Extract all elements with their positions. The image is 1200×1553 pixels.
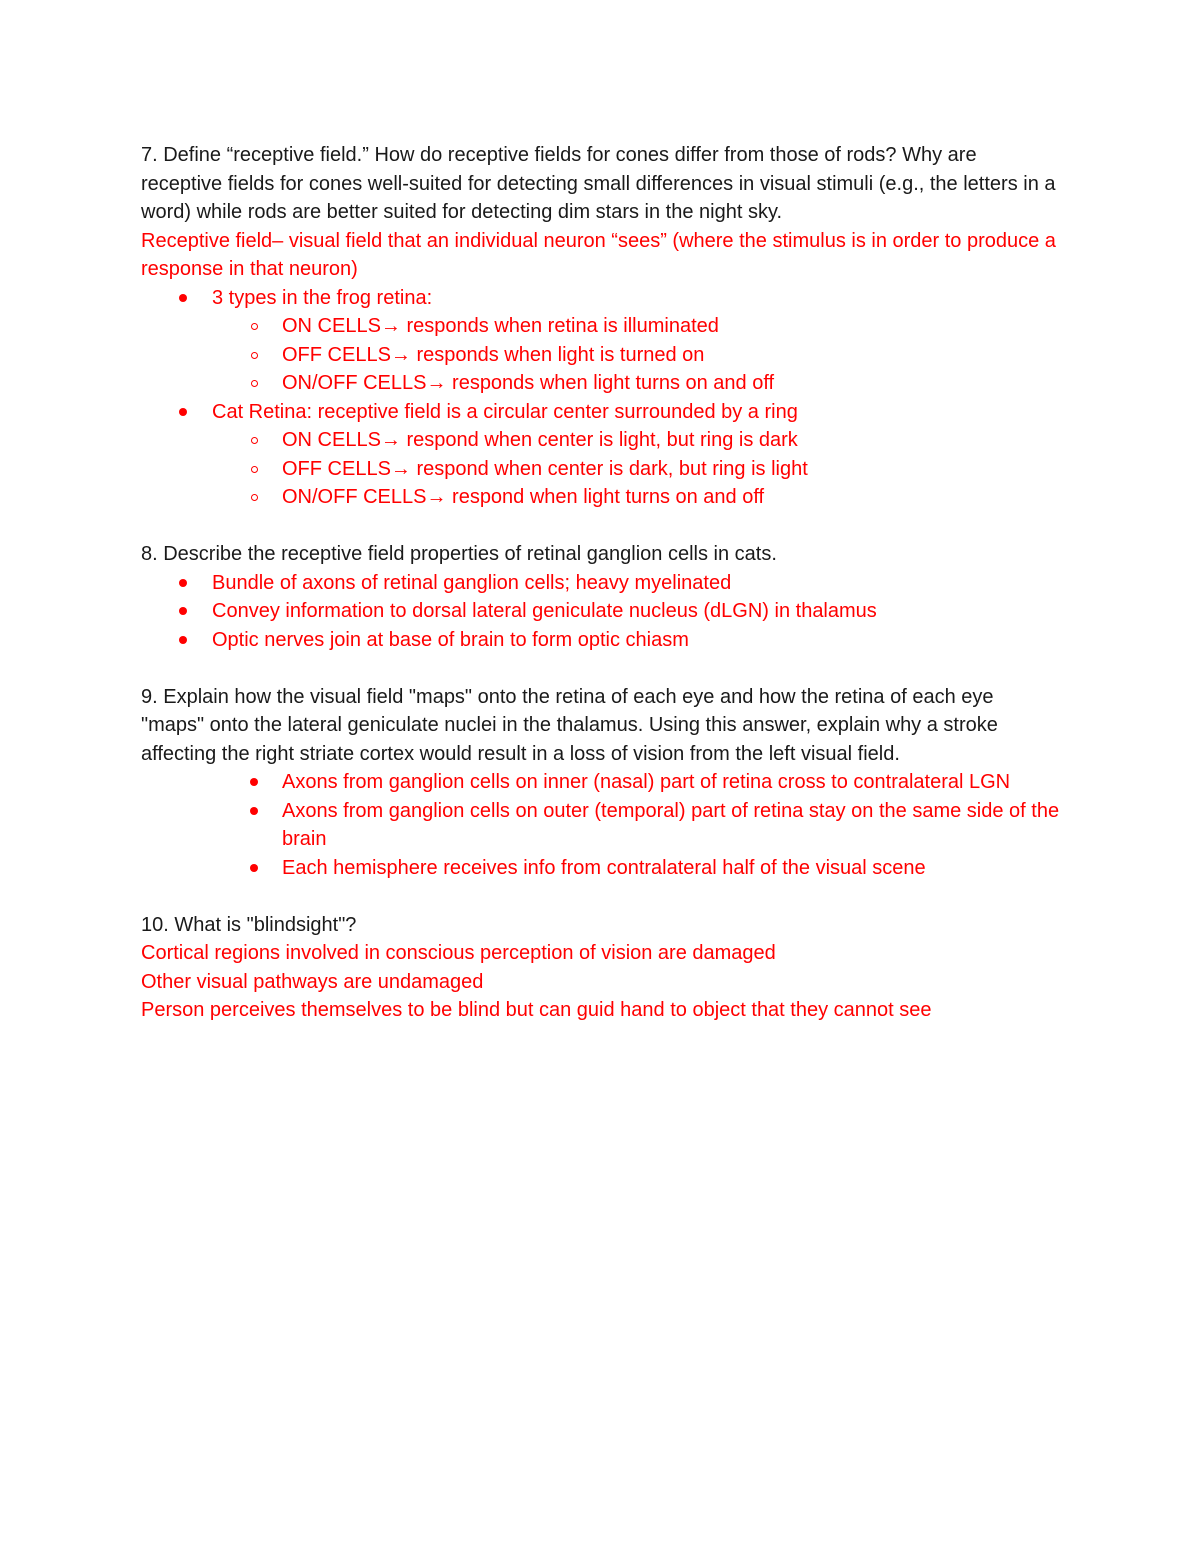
list-item: Each hemisphere receives info from contralateral half of the visual scene (141, 854, 1061, 883)
bullet-disc-icon (179, 579, 187, 587)
list-item: Optic nerves join at base of brain to form optic chiasm (141, 626, 1061, 655)
list-item: ON CELLS→ respond when center is light, but ring is dark (141, 426, 1061, 455)
bullet-circle-icon (251, 437, 258, 444)
list-item: ON/OFF CELLS→ respond when light turns on and off (141, 483, 1061, 512)
bullet-circle-icon (251, 380, 258, 387)
bullet-disc-icon (250, 807, 258, 815)
answer-10-line: Other visual pathways are undamaged (141, 970, 484, 993)
list-item: ON CELLS→ responds when retina is illuminated (141, 312, 1061, 341)
bullet-disc-icon (250, 778, 258, 786)
answer-9-list (141, 768, 1061, 882)
list-item: Bundle of axons of retinal ganglion cells; heavy myelinated (141, 569, 1061, 598)
answer-7-definition: Receptive field– visual field that an individual neuron “sees” (where the stimulus is in order to produce a response in that neuron) (141, 229, 1056, 280)
answer-7-list (141, 284, 1061, 512)
question-7: 7. Define “receptive field.” How do receptive fields for cones differ from those of rods? Why are receptive fields for cones well-suited for detecting small differences in visual stimuli (e.g., the letters in a word) while rods are better suited for detecting dim stars in the night sky. (141, 144, 1056, 223)
list-item: 3 types in the frog retina: (141, 284, 1061, 313)
answer-8-list (141, 569, 1061, 655)
spacer (141, 882, 1061, 911)
bullet-disc-icon (179, 294, 187, 302)
spacer (141, 654, 1061, 683)
list-item: Axons from ganglion cells on inner (nasal) part of retina cross to contralateral LGN (141, 768, 1061, 797)
spacer (141, 512, 1061, 541)
question-10: 10. What is "blindsight"? (141, 913, 357, 936)
list-item: Axons from ganglion cells on outer (temporal) part of retina stay on the same side of the brain (141, 797, 1061, 854)
list-item: ON/OFF CELLS→ responds when light turns on and off (141, 369, 1061, 398)
list-item: OFF CELLS→ respond when center is dark, but ring is light (141, 455, 1061, 484)
bullet-disc-icon (179, 607, 187, 615)
document-page (141, 141, 1061, 1025)
bullet-circle-icon (251, 466, 258, 473)
answer-10-line: Cortical regions involved in conscious perception of vision are damaged (141, 942, 776, 964)
bullet-circle-icon (251, 352, 258, 359)
bullet-circle-icon (251, 323, 258, 330)
bullet-disc-icon (179, 636, 187, 644)
list-item: Convey information to dorsal lateral geniculate nucleus (dLGN) in thalamus (141, 597, 1061, 626)
question-8: 8. Describe the receptive field properties of retinal ganglion cells in cats. (141, 543, 777, 565)
list-item: Cat Retina: receptive field is a circular center surrounded by a ring (141, 398, 1061, 427)
bullet-circle-icon (251, 494, 258, 501)
bullet-disc-icon (250, 864, 258, 872)
question-9: 9. Explain how the visual field "maps" onto the retina of each eye and how the retina of each eye "maps" onto the lateral geniculate nuclei in the thalamus. Using this answer, explain why a stroke affecting the right striate cortex would result in a loss of vision from the left visual field. (141, 685, 998, 765)
answer-10-line: Person perceives themselves to be blind but can guid hand to object that they cannot see (141, 999, 932, 1021)
bullet-disc-icon (179, 408, 187, 416)
list-item: OFF CELLS→ responds when light is turned on (141, 341, 1061, 370)
